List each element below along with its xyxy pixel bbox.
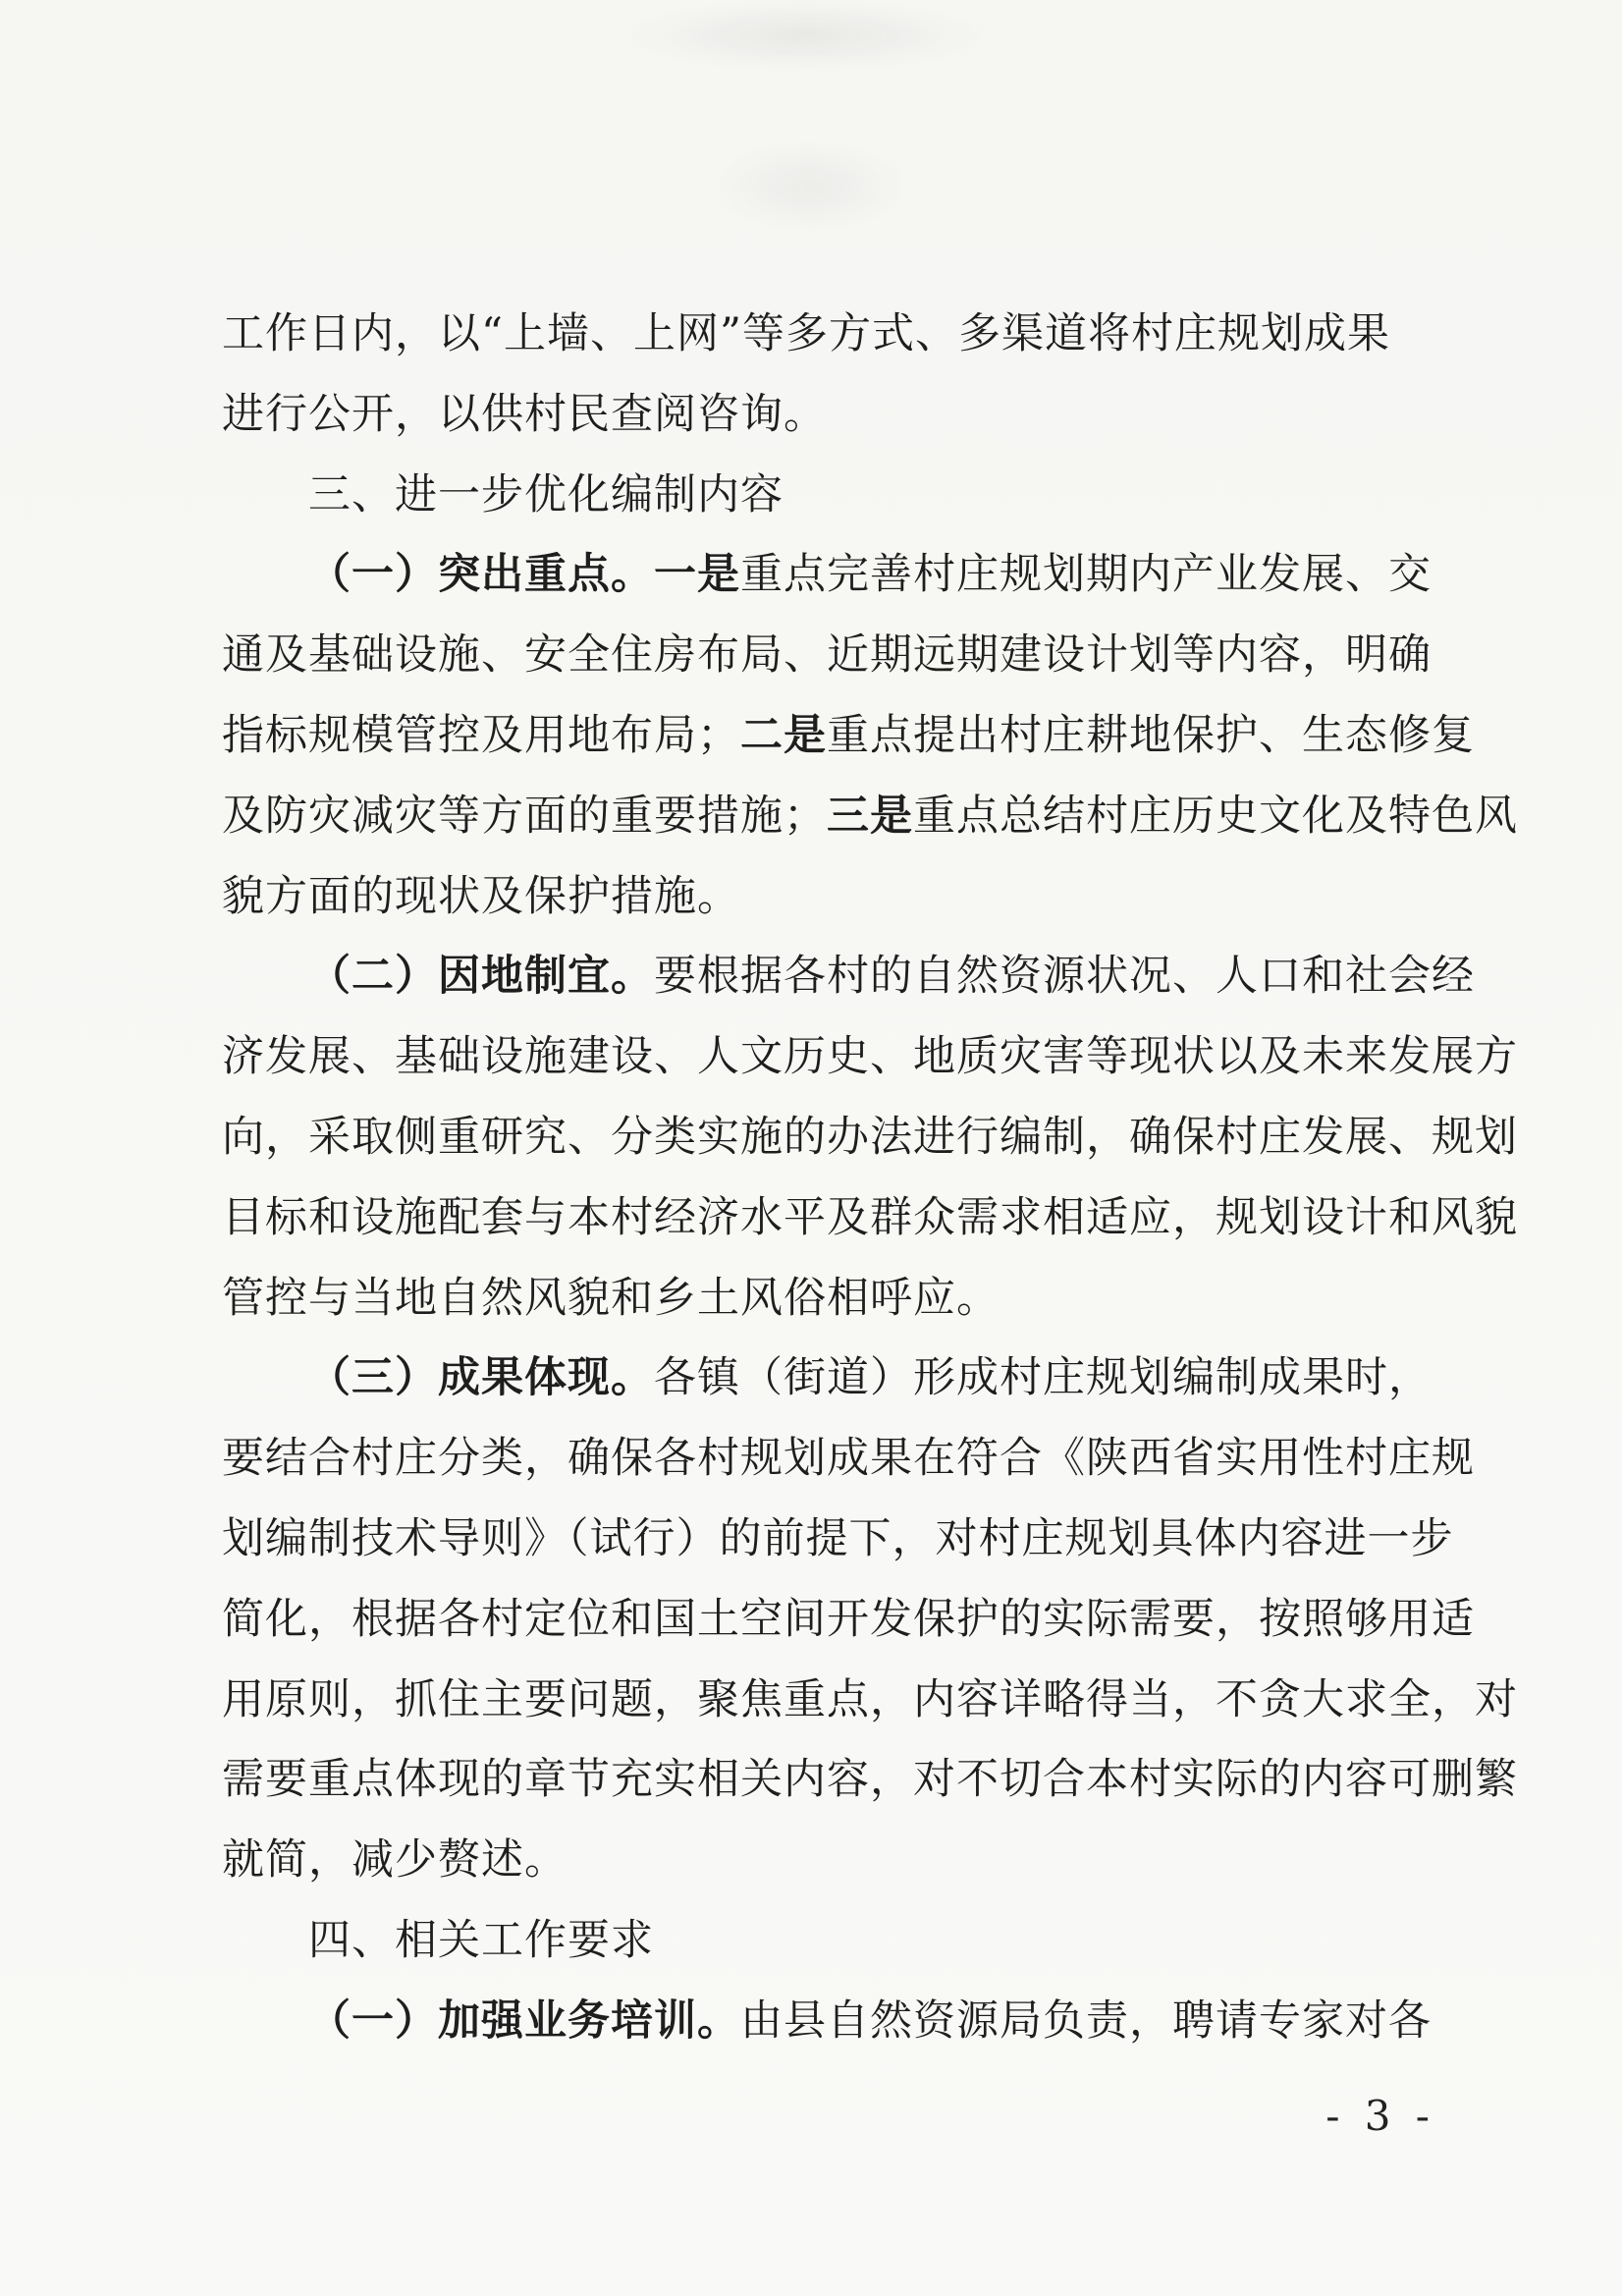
section-title: 三、进一步优化编制内容	[308, 469, 784, 519]
paragraph-line	[222, 696, 1475, 777]
paragraph-line	[222, 375, 1433, 456]
scan-artifact-top	[628, 0, 982, 71]
body-text: 重点提出村庄耕地保护、生态修复	[827, 710, 1475, 760]
paragraph-line	[222, 1661, 1518, 1741]
emphasis-label: 一是	[654, 550, 740, 600]
body-text: 重点总结村庄历史文化及特色风	[913, 791, 1518, 841]
body-text: 向，采取侧重研究、分类实施的办法进行编制，确保村庄发展、规划	[222, 1112, 1518, 1162]
paragraph-line	[222, 1982, 1433, 2062]
body-text: 用原则，抓住主要问题，聚焦重点，内容详略得当，不贪大求全，对	[222, 1674, 1518, 1724]
paragraph-line	[222, 1339, 1433, 1419]
paragraph-line	[222, 1740, 1518, 1821]
body-text: 需要重点体现的章节充实相关内容，对不切合本村实际的内容可删繁	[222, 1755, 1518, 1805]
body-text: 通及基础设施、安全住房布局、近期远期建设计划等内容，明确	[222, 630, 1432, 681]
section-title: 四、相关工作要求	[308, 1915, 654, 1965]
body-text: 划编制技术导则》（试行）的前提下，对村庄规划具体内容进一步	[222, 1513, 1454, 1563]
subheading-label: （二）因地制宜。	[308, 952, 654, 1002]
paragraph-line	[222, 1017, 1518, 1098]
section-heading	[222, 1901, 1433, 1982]
section-heading	[222, 456, 1433, 536]
body-text: 管控与当地自然风貌和乡土风俗相呼应。	[222, 1273, 1000, 1323]
body-text: 工作日内，以“上墙、上网”等多方式、多渠道将村庄规划成果	[222, 309, 1390, 358]
paragraph-line	[222, 1178, 1518, 1259]
page-number: - 3 -	[1325, 2092, 1435, 2140]
paragraph-line	[222, 1098, 1518, 1178]
body-text: 指标规模管控及用地布局；	[222, 710, 740, 760]
body-text: 目标和设施配套与本村经济水平及群众需求相适应，规划设计和风貌	[222, 1192, 1518, 1242]
paragraph-line	[222, 1259, 1433, 1339]
body-text: 重点完善村庄规划期内产业发展、交	[740, 550, 1432, 600]
body-text: 就简，减少赘述。	[222, 1835, 568, 1886]
subheading-label: （一）加强业务培训。	[308, 1995, 740, 2046]
emphasis-label: 三是	[827, 791, 913, 841]
paragraph-line	[222, 616, 1433, 696]
paragraph-line	[222, 1821, 1433, 1901]
paragraph-line	[222, 857, 1433, 938]
scan-artifact-mid	[717, 142, 903, 231]
body-text: 及防灾减灾等方面的重要措施；	[222, 791, 827, 841]
body-text: 济发展、基础设施建设、人文历史、地质灾害等现状以及未来发展方	[222, 1032, 1518, 1082]
body-text: 要结合村庄分类，确保各村规划成果在符合《陕西省实用性村庄规	[222, 1434, 1475, 1484]
emphasis-label: 二是	[740, 710, 827, 760]
document-body	[222, 295, 1518, 2062]
body-text: 进行公开，以供村民查阅咨询。	[222, 389, 827, 439]
subheading-label: （一）突出重点。	[308, 550, 654, 600]
body-text: 貌方面的现状及保护措施。	[222, 871, 740, 921]
subheading-label: （三）成果体现。	[308, 1353, 654, 1403]
body-text: 简化，根据各村定位和国土空间开发保护的实际需要，按照够用适	[222, 1594, 1475, 1644]
paragraph-line	[222, 1580, 1475, 1661]
body-text: 各镇（街道）形成村庄规划编制成果时，	[654, 1353, 1432, 1403]
paragraph-line	[222, 937, 1475, 1017]
paragraph-line	[222, 1419, 1475, 1500]
paragraph-line	[222, 295, 1433, 375]
paragraph-line	[222, 535, 1433, 616]
paragraph-line	[222, 1500, 1454, 1580]
paragraph-line	[222, 777, 1518, 857]
body-text: 由县自然资源局负责，聘请专家对各	[740, 1995, 1432, 2046]
body-text: 要根据各村的自然资源状况、人口和社会经	[654, 952, 1475, 1002]
